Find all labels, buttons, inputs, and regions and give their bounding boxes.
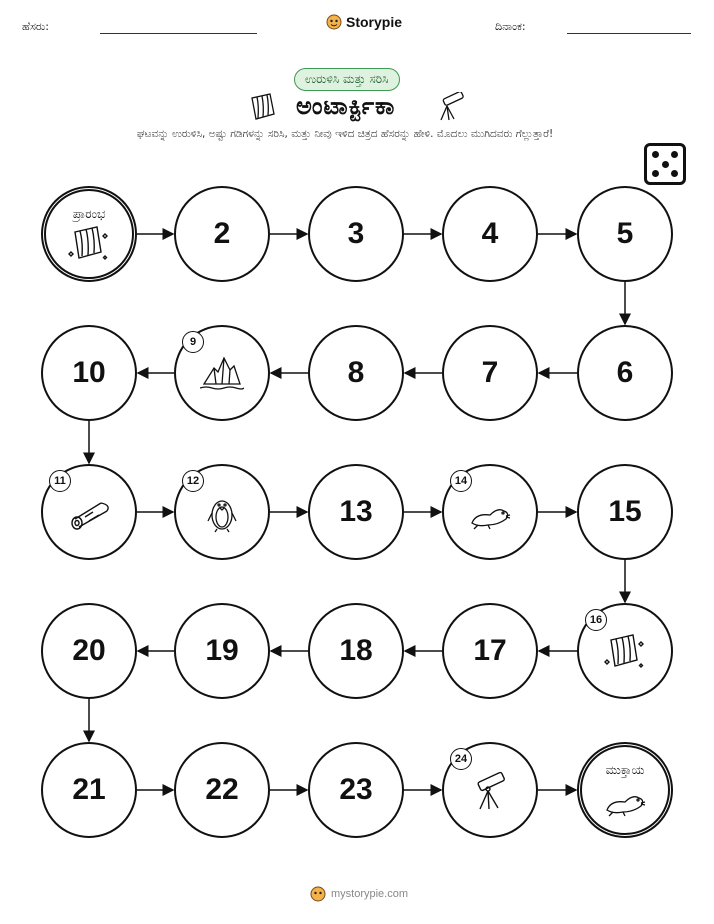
footer-site: mystorypie.com (331, 888, 409, 900)
start-space (41, 186, 137, 282)
iceberg-shelf-icon (67, 222, 111, 268)
space-number-badge: 11 (49, 470, 71, 492)
board-space-11 (41, 464, 137, 560)
space-number-badge: 16 (585, 609, 607, 631)
board-space-16 (577, 603, 673, 699)
instructions: ಘಟವನ್ನು ಉರುಳಿಸಿ, ಅಷ್ಟು ಗಡಿಗಳನ್ನು ಸರಿಸಿ, ಮತ್ತು ನೀವು ಇಳಿದ ಚಿತ್ರದ ಹೆಸರನ್ನು ಹೇಳಿ. ಮೊದಲು ಮುಗಿದವರು ಗೆಲ್ಲುತ್ತಾರೆ! (136, 128, 554, 140)
board-space-19 (174, 603, 270, 699)
telescope-icon (468, 769, 512, 815)
space-number: 6 (616, 356, 634, 389)
board-space-22 (174, 742, 270, 838)
iceberg-icon (200, 352, 244, 398)
space-number: 7 (481, 356, 499, 389)
board-space-9 (174, 325, 270, 421)
board-space-17 (442, 603, 538, 699)
board-space-6 (577, 325, 673, 421)
name-label: ಹೆಸರು: (22, 20, 49, 33)
footer (310, 886, 408, 902)
board-space-10 (41, 325, 137, 421)
start-label: ಪ್ರಾರಂಭ (72, 207, 106, 221)
space-number: 21 (72, 773, 106, 806)
board-space-24 (442, 742, 538, 838)
log-icon (67, 491, 111, 537)
finish-label: ಮುಕ್ತಾಯ (605, 763, 645, 777)
page-title: ಅಂಟಾರ್ಕ್ಟಿಕಾ (296, 92, 396, 120)
brand-name: Storypie (346, 14, 403, 30)
space-number-badge: 14 (450, 470, 472, 492)
space-number: 23 (339, 773, 373, 806)
board-space-23 (308, 742, 404, 838)
space-number: 2 (213, 217, 231, 250)
iceberg-shelf-icon (603, 630, 647, 676)
space-number: 4 (481, 217, 499, 250)
space-number: 3 (347, 217, 365, 250)
board-space-8 (308, 325, 404, 421)
space-number: 5 (616, 217, 634, 250)
space-number: 19 (205, 634, 239, 667)
board-space-18 (308, 603, 404, 699)
seal-icon (468, 491, 512, 537)
space-number: 20 (72, 634, 106, 667)
penguin-icon (200, 491, 244, 537)
board-space-4 (442, 186, 538, 282)
storypie-mascot-icon (310, 886, 326, 902)
board-space-13 (308, 464, 404, 560)
space-number-badge: 24 (450, 748, 472, 770)
board-space-15 (577, 464, 673, 560)
space-number: 18 (339, 634, 373, 667)
board-space-7 (442, 325, 538, 421)
board-space-14 (442, 464, 538, 560)
board-space-2 (174, 186, 270, 282)
date-label: ದಿನಾಂಕ: (495, 20, 526, 33)
space-number: 13 (339, 495, 373, 528)
board-space-3 (308, 186, 404, 282)
space-number: 10 (72, 356, 106, 389)
space-number: 15 (608, 495, 642, 528)
activity-tag: ಉರುಳಿಸಿ ಮತ್ತು ಸರಿಸಿ (294, 68, 400, 91)
board-space-12 (174, 464, 270, 560)
space-number-badge: 9 (182, 331, 204, 353)
board-space-21 (41, 742, 137, 838)
board-space-5 (577, 186, 673, 282)
space-number: 17 (473, 634, 507, 667)
seal-icon (603, 778, 647, 824)
space-number: 22 (205, 773, 239, 806)
finish-space (577, 742, 673, 838)
space-number-badge: 12 (182, 470, 204, 492)
board-space-20 (41, 603, 137, 699)
space-number: 8 (347, 356, 365, 389)
